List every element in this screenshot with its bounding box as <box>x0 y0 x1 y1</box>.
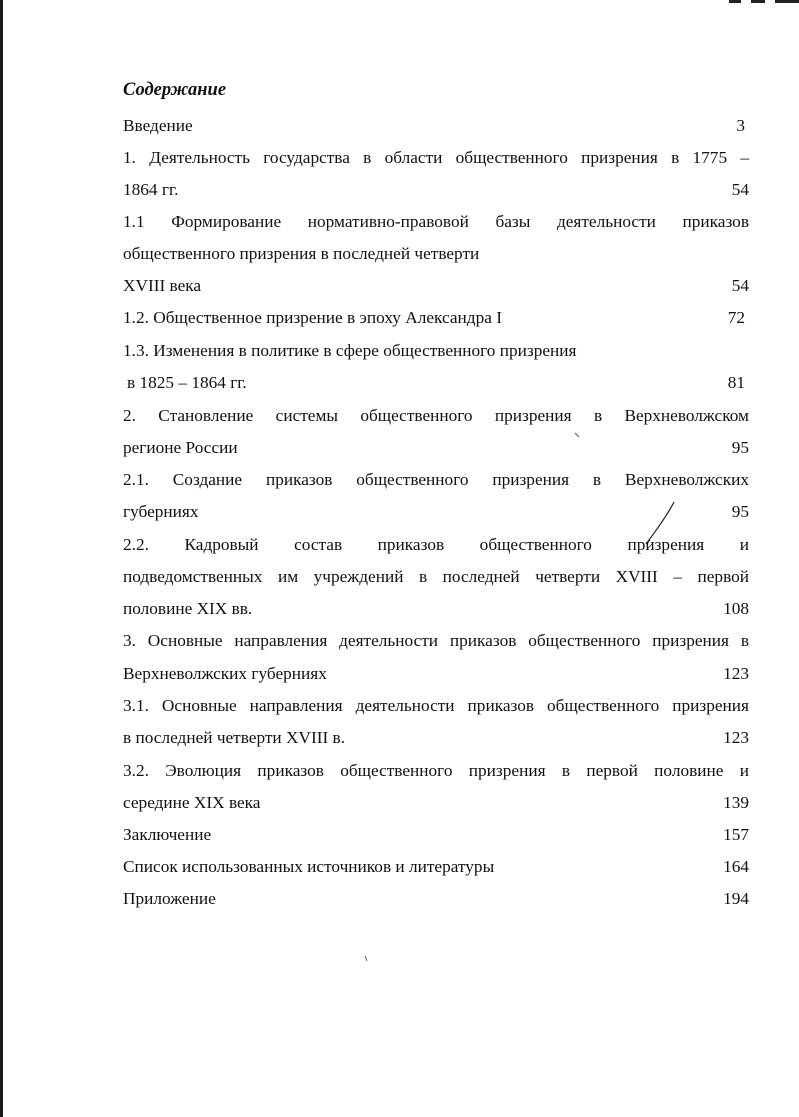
toc-entry-appendix <box>123 887 749 911</box>
toc-entry-s3-1-line1: 3.1. Основные направления деятельности приказов общественного призрения <box>123 696 749 715</box>
toc-entry-conclusion <box>123 823 749 847</box>
toc-entry-text: Приложение <box>123 889 216 908</box>
toc-page-number: 123 <box>723 728 749 747</box>
toc-page-number: 95 <box>731 502 749 521</box>
toc-entry-sources <box>123 855 749 879</box>
toc-page-number: 54 <box>731 180 749 199</box>
toc-page-number: 194 <box>723 889 749 908</box>
scan-speck <box>574 432 582 440</box>
toc-page-number: 108 <box>723 599 749 618</box>
toc-page-number: 95 <box>731 438 749 457</box>
toc-entry-ch3-line2 <box>123 662 749 686</box>
toc-entry-ch2-line2 <box>123 436 749 460</box>
toc-entry-text: регионе России <box>123 438 238 457</box>
toc-entry-ch2-line1: 2. Становление системы общественного призрения в Верхневолжском <box>123 406 749 425</box>
toc-entry-text: Верхневолжских губерниях <box>123 664 327 683</box>
toc-entry-ch1-line1: 1. Деятельность государства в области общественного призрения в 1775 – <box>123 148 749 167</box>
toc-entry-s2-1-line1: 2.1. Создание приказов общественного призрения в Верхневолжских <box>123 470 749 489</box>
toc-page-number: 72 <box>727 308 745 327</box>
toc-page-number: 54 <box>731 276 749 295</box>
toc-entry-intro <box>123 114 749 138</box>
toc-entry-s1-3-line1: 1.3. Изменения в политике в сфере общественного призрения <box>123 341 577 360</box>
scan-shadow-left <box>0 0 3 1117</box>
toc-page-number: 3 <box>736 116 745 135</box>
toc-entry-s2-2-line2: подведомственных им учреждений в последней четверти XVIII – первой <box>123 567 749 586</box>
toc-entry-s3-2-line1: 3.2. Эволюция приказов общественного призрения в первой половине и <box>123 761 749 780</box>
toc-entry-text: в последней четверти XVIII в. <box>123 728 346 747</box>
toc-entry-s2-2-line1: 2.2. Кадровый состав приказов общественного призрения и <box>123 535 749 554</box>
toc-entry-ch1-line2 <box>123 178 749 202</box>
toc-entry-ch3-line1: 3. Основные направления деятельности приказов общественного призрения в <box>123 631 749 650</box>
pen-stroke-mark <box>640 500 680 550</box>
toc-entry-s1-1-line3 <box>123 274 749 298</box>
toc-entry-text: Список использованных источников и литературы <box>123 857 495 876</box>
toc-page-number: 139 <box>723 793 749 812</box>
toc-entry-s3-1-line2 <box>123 726 749 750</box>
toc-entry-text: XVIII века <box>123 276 202 295</box>
toc-entry-text: половине XIX вв. <box>123 599 253 618</box>
toc-entry-text: 1.2. Общественное призрение в эпоху Александра I <box>123 308 502 327</box>
toc-entry-text: 1864 гг. <box>123 180 179 199</box>
toc-entry-text: губерниях <box>123 502 199 521</box>
toc-entry-s1-1-line1: 1.1 Формирование нормативно-правовой базы деятельности приказов <box>123 212 749 231</box>
toc-page-number: 164 <box>723 857 749 876</box>
toc-entry-s1-2 <box>123 306 749 330</box>
toc-page-number: 123 <box>723 664 749 683</box>
toc-entry-s1-1-line2: общественного призрения в последней четверти <box>123 244 480 263</box>
toc-page-number: 81 <box>727 373 745 392</box>
scan-marks-top-right <box>729 0 799 4</box>
scan-speck <box>364 955 370 963</box>
toc-title: Содержание <box>123 80 227 100</box>
toc-entry-text: середине XIX века <box>123 793 261 812</box>
toc-entry-s1-3-line2 <box>123 371 749 395</box>
toc-entry-text: Заключение <box>123 825 212 844</box>
toc-entry-s2-2-line3 <box>123 597 749 621</box>
toc-entry-text: Введение <box>123 116 193 135</box>
toc-entry-text: в 1825 – 1864 гг. <box>127 373 247 392</box>
toc-entry-s3-2-line2 <box>123 791 749 815</box>
toc-page-number: 157 <box>723 825 749 844</box>
